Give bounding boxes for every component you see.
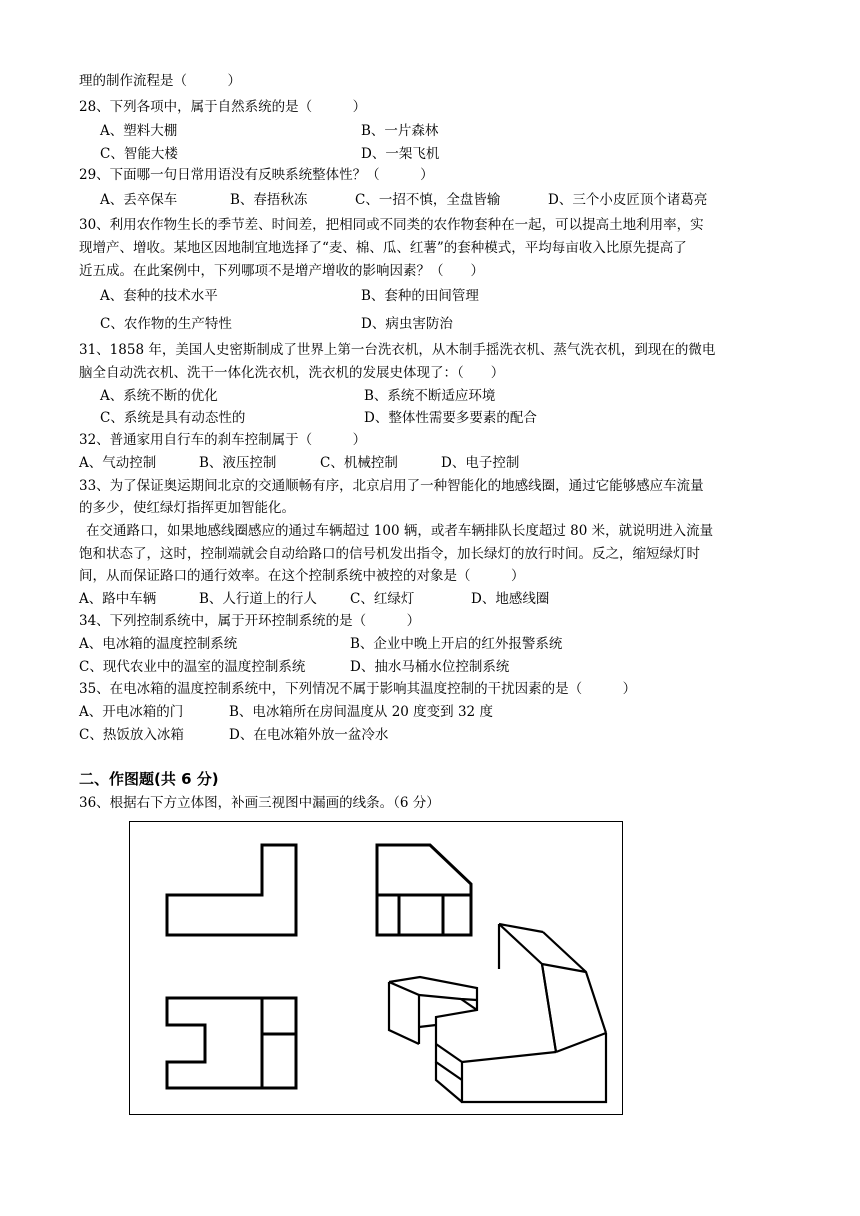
question-30-line-2: 现增产、增收。某地区因地制宜地选择了“麦、棉、瓜、红薯”的套种模式，平均每亩收入比原先提高了 [79, 240, 687, 256]
q35-option-a: A、开电冰箱的门 [79, 704, 184, 720]
q34-option-d: D、抽水马桶水位控制系统 [350, 659, 510, 675]
question-31-line-2: 脑全自动洗衣机、洗干一体化洗衣机，洗衣机的发展史体现了：（ ） [79, 365, 505, 381]
question-27-tail: 理的制作流程是（ ） [79, 73, 241, 89]
side-view [377, 845, 471, 935]
question-31-line-1: 31、1858 年，美国人史密斯制成了世界上第一台洗衣机，从木制手摇洗衣机、蒸气洗衣机，到现在的微电 [79, 342, 716, 358]
q32-option-a: A、气动控制 [79, 455, 157, 471]
q35-option-d: D、在电冰箱外放一盆冷水 [229, 727, 389, 743]
front-view [167, 845, 296, 935]
q32-option-d: D、电子控制 [441, 455, 520, 471]
q35-option-c: C、热饭放入冰箱 [79, 727, 184, 743]
q35-option-b: B、电冰箱所在房间温度从 20 度变到 32 度 [229, 704, 493, 720]
q29-option-d: D、三个小皮匠顶个诸葛亮 [548, 192, 708, 208]
q30-option-b: B、套种的田间管理 [361, 288, 479, 304]
q30-option-a: A、套种的技术水平 [100, 288, 218, 304]
q28-option-d: D、一架飞机 [361, 146, 440, 162]
q30-option-c: C、农作物的生产特性 [100, 316, 232, 332]
isometric-solid [389, 924, 606, 1102]
q31-option-d: D、整体性需要多要素的配合 [364, 410, 537, 426]
q34-option-b: B、企业中晚上开启的红外报警系统 [350, 636, 563, 652]
question-36-stem: 36、根据右下方立体图，补画三视图中漏画的线条。（6 分） [79, 795, 440, 811]
q33-option-b: B、人行道上的行人 [199, 591, 317, 607]
q29-option-a: A、丢卒保车 [100, 192, 178, 208]
q31-option-c: C、系统是具有动态性的 [100, 410, 246, 426]
q29-option-c: C、一招不慎，全盘皆输 [355, 192, 501, 208]
q34-option-a: A、电冰箱的温度控制系统 [79, 636, 238, 652]
q28-option-a: A、塑料大棚 [100, 123, 178, 139]
question-35-stem: 35、在电冰箱的温度控制系统中，下列情况不属于影响其温度控制的干扰因素的是（ ） [79, 681, 637, 697]
q33-option-d: D、地感线圈 [471, 591, 550, 607]
question-33-line-1: 33、为了保证奥运期间北京的交通顺畅有序，北京启用了一种智能化的地感线圈，通过它能够感应车流量 [79, 478, 704, 494]
question-28-stem: 28、下列各项中，属于自然系统的是（ ） [79, 99, 367, 115]
q33-option-c: C、红绿灯 [350, 591, 415, 607]
question-30-line-3: 近五成。在此案例中，下列哪项不是增产增收的影响因素？（ ） [79, 263, 484, 279]
question-33-line-5: 间，从而保证路口的通行效率。在这个控制系统中被控的对象是（ ） [79, 568, 525, 584]
top-view [167, 998, 296, 1088]
question-32-stem: 32、普通家用自行车的刹车控制属于（ ） [79, 432, 367, 448]
question-33-line-3: 在交通路口，如果地感线圈感应的通过车辆超过 100 辆，或者车辆排队长度超过 80 米，就说明进入流量 [86, 523, 714, 539]
three-view-figure [129, 821, 623, 1115]
q31-option-b: B、系统不断适应环境 [364, 388, 496, 404]
question-33-line-4: 饱和状态了，这时，控制端就会自动给路口的信号机发出指令，加长绿灯的放行时间。反之，缩短绿灯时 [79, 546, 700, 562]
q32-option-b: B、液压控制 [199, 455, 277, 471]
question-34-stem: 34、下列控制系统中，属于开环控制系统的是（ ） [79, 613, 421, 629]
q33-option-a: A、路中车辆 [79, 591, 157, 607]
question-33-line-2: 的多少，使红绿灯指挥更加智能化。 [79, 500, 295, 516]
q28-option-b: B、一片森林 [361, 123, 439, 139]
three-view-drawing [130, 822, 624, 1116]
question-29-stem: 29、下面哪一句日常用语没有反映系统整体性？（ ） [79, 167, 434, 183]
question-30-line-1: 30、利用农作物生长的季节差、时间差，把相同或不同类的农作物套种在一起，可以提高土地利用率，实 [79, 217, 704, 233]
q30-option-d: D、病虫害防治 [361, 316, 453, 332]
q32-option-c: C、机械控制 [320, 455, 398, 471]
q31-option-a: A、系统不断的优化 [100, 388, 218, 404]
q34-option-c: C、现代农业中的温室的温度控制系统 [79, 659, 306, 675]
q28-option-c: C、智能大楼 [100, 146, 178, 162]
q29-option-b: B、春捂秋冻 [230, 192, 308, 208]
section-2-title: 二、作图题(共 6 分) [79, 770, 219, 788]
